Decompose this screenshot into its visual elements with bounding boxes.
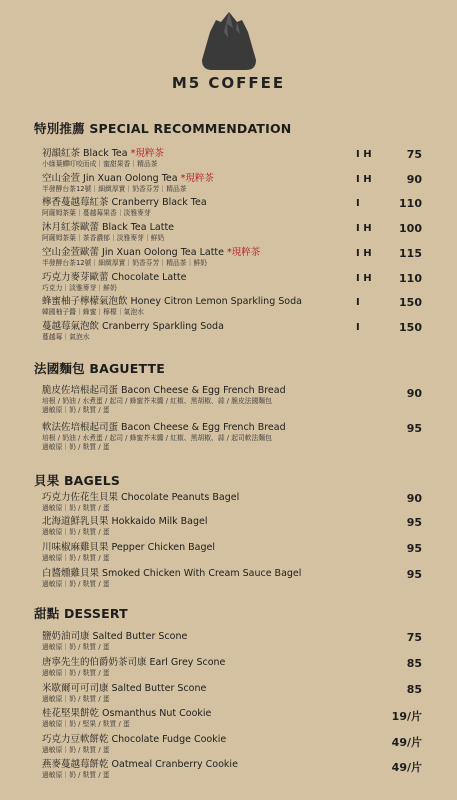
item-desc: 過敏原｜奶 / 麩質 / 蛋 xyxy=(42,528,110,536)
item-desc: 過敏原｜奶 / 麩質 / 蛋 xyxy=(42,504,110,512)
item-name: 空山金萱 Jin Xuan Oolong Tea xyxy=(42,173,181,184)
section-special xyxy=(34,119,424,137)
item-price: 75 xyxy=(406,631,422,644)
menu-item xyxy=(42,197,422,218)
item-desc: 培根 / 奶油 / 水煮蛋 / 起司 / 蜂蜜芥末醬 / 紅椒、黑胡椒、蒜 / 脆皮法國麵包 xyxy=(42,397,272,405)
item-price: 49/片 xyxy=(391,761,422,774)
menu-item xyxy=(42,422,422,452)
item-price: 85 xyxy=(406,657,422,670)
item-price: 19/片 xyxy=(391,710,422,723)
menu-item xyxy=(42,631,422,652)
menu-item xyxy=(42,516,422,537)
menu-item xyxy=(42,657,422,678)
item-temp: I H xyxy=(356,223,372,234)
item-name: 巧克力佐花生貝果 Chocolate Peanuts Bagel xyxy=(42,492,240,503)
item-temp: I H xyxy=(356,273,372,284)
item-name: 蔓越莓氣泡飲 Cranberry Sparkling Soda xyxy=(42,321,224,332)
menu-item xyxy=(42,542,422,563)
item-price: 95 xyxy=(406,516,422,529)
section-title: 法國麵包 BAGUETTE xyxy=(34,361,165,376)
item-desc: 過敏原｜奶 / 麩質 / 蛋 xyxy=(42,554,110,562)
item-name: 沐月紅茶歐蕾 Black Tea Latte xyxy=(42,222,175,233)
brand-name: M5 COFFEE xyxy=(171,74,286,92)
item-name: 北海道鮮乳貝果 Hokkaido Milk Bagel xyxy=(42,516,208,527)
item-price: 115 xyxy=(399,247,422,260)
item-desc: 培根 / 奶油 / 水煮蛋 / 起司 / 蜂蜜芥末醬 / 紅椒、黑胡椒、蒜 / 起司軟法麵包 xyxy=(42,434,272,442)
menu-item xyxy=(42,708,422,729)
item-name: 檸香蔓越莓紅茶 Cranberry Black Tea xyxy=(42,197,207,208)
item-price: 110 xyxy=(399,197,422,210)
section-bagels xyxy=(34,471,424,489)
item-name: 唐寧先生的伯爵奶茶司康 Earl Grey Scone xyxy=(42,657,226,668)
item-desc: 過敏原｜奶 / 麩質 / 蛋 xyxy=(42,643,110,651)
item-name: 巧克力麥芽歐蕾 Chocolate Latte xyxy=(42,272,187,283)
item-allergen: 過敏原｜奶 / 麩質 / 蛋 xyxy=(42,406,110,414)
menu-item xyxy=(42,272,422,293)
item-desc: 過敏原｜奶 / 麩質 / 蛋 xyxy=(42,580,110,588)
item-desc: 阿薩姆茶葉｜蔓越莓果香｜淡雅麥芽 xyxy=(42,209,151,217)
item-desc: 過敏原｜奶 / 堅果 / 麩質 / 蛋 xyxy=(42,720,130,728)
item-price: 150 xyxy=(399,296,422,309)
section-title: 甜點 DESSERT xyxy=(34,606,128,621)
item-desc: 韓國柚子醬｜蜂蜜｜檸檬｜氣泡水 xyxy=(42,308,144,316)
menu-item xyxy=(42,148,422,169)
item-name: 軟法佐培根起司蛋 Bacon Cheese & Egg French Bread xyxy=(42,422,286,433)
item-price: 95 xyxy=(406,568,422,581)
item-desc: 巧克力｜淡雅麥芽｜鮮奶 xyxy=(42,284,117,292)
item-price: 100 xyxy=(399,222,422,235)
item-name: 巧克力豆軟餅乾 Chocolate Fudge Cookie xyxy=(42,734,227,745)
menu-item xyxy=(42,247,422,268)
menu-item xyxy=(42,385,422,415)
item-desc: 過敏原｜奶 / 麩質 / 蛋 xyxy=(42,669,110,677)
menu-item xyxy=(42,568,422,589)
item-price: 95 xyxy=(406,422,422,435)
item-temp: I H xyxy=(356,174,372,185)
item-temp: I xyxy=(356,322,360,333)
item-name: 脆皮佐培根起司蛋 Bacon Cheese & Egg French Bread xyxy=(42,385,286,396)
item-price: 110 xyxy=(399,272,422,285)
menu-item xyxy=(42,173,422,194)
menu-item xyxy=(42,759,422,780)
item-name: 蜂蜜柚子檸檬氣泡飲 Honey Citron Lemon Sparkling Soda xyxy=(42,296,302,307)
item-price: 85 xyxy=(406,683,422,696)
item-desc: 阿薩姆茶葉｜茶香濃郁｜淡雅麥芽｜鮮奶 xyxy=(42,234,165,242)
item-desc: 過敏原｜奶 / 麩質 / 蛋 xyxy=(42,695,110,703)
item-name: 鹽奶油司康 Salted Butter Scone xyxy=(42,631,188,642)
item-price: 90 xyxy=(406,173,422,186)
item-temp: I xyxy=(356,297,360,308)
item-desc: 過敏原｜奶 / 麩質 / 蛋 xyxy=(42,771,110,779)
item-temp: I xyxy=(356,198,360,209)
menu-item xyxy=(42,321,422,342)
item-name: 初韻紅茶 Black Tea xyxy=(42,148,131,159)
menu-item xyxy=(42,222,422,243)
section-baguette xyxy=(34,359,424,377)
mountain-icon xyxy=(198,10,260,72)
item-highlight: *現粹茶 xyxy=(130,148,164,159)
item-desc: 半發酵台茶12號｜細緻厚實｜奶香芬芳｜精品茶｜鮮奶 xyxy=(42,259,207,267)
item-temp: I H xyxy=(356,248,372,259)
item-desc: 小綠葉蟬叮咬而成｜蜜甜果香｜精品茶 xyxy=(42,160,158,168)
item-name: 米歇爾可可司康 Salted Butter Scone xyxy=(42,683,207,694)
item-desc: 過敏原｜奶 / 麩質 / 蛋 xyxy=(42,746,110,754)
section-title: 特別推薦 SPECIAL RECOMMENDATION xyxy=(34,121,292,136)
item-highlight: *現粹茶 xyxy=(227,247,261,258)
item-name: 白醬燻雞貝果 Smoked Chicken With Cream Sauce Bagel xyxy=(42,568,302,579)
menu-item xyxy=(42,492,422,513)
section-title: 貝果 BAGELS xyxy=(34,473,121,488)
section-dessert xyxy=(34,604,424,622)
item-price: 49/片 xyxy=(391,736,422,749)
item-desc: 半發酵台茶12號｜細緻厚實｜奶香芬芳｜精品茶 xyxy=(42,185,187,193)
item-temp: I H xyxy=(356,149,372,160)
item-desc: 蔓越莓｜氣泡水 xyxy=(42,333,90,341)
menu-item xyxy=(42,296,422,317)
item-price: 75 xyxy=(406,148,422,161)
item-name: 桂花堅果餅乾 Osmanthus Nut Cookie xyxy=(42,708,212,719)
item-name: 燕麥蔓越莓餅乾 Oatmeal Cranberry Cookie xyxy=(42,759,238,770)
item-allergen: 過敏原｜奶 / 麩質 / 蛋 xyxy=(42,443,110,451)
item-price: 90 xyxy=(406,492,422,505)
menu-item xyxy=(42,734,422,755)
item-name: 川味椒麻雞貝果 Pepper Chicken Bagel xyxy=(42,542,216,553)
item-price: 95 xyxy=(406,542,422,555)
item-highlight: *現粹茶 xyxy=(180,173,214,184)
menu-item xyxy=(42,683,422,704)
brand-logo xyxy=(0,10,457,92)
item-price: 90 xyxy=(406,387,422,400)
item-price: 150 xyxy=(399,321,422,334)
item-name: 空山金萱歐蕾 Jin Xuan Oolong Tea Latte xyxy=(42,247,228,258)
